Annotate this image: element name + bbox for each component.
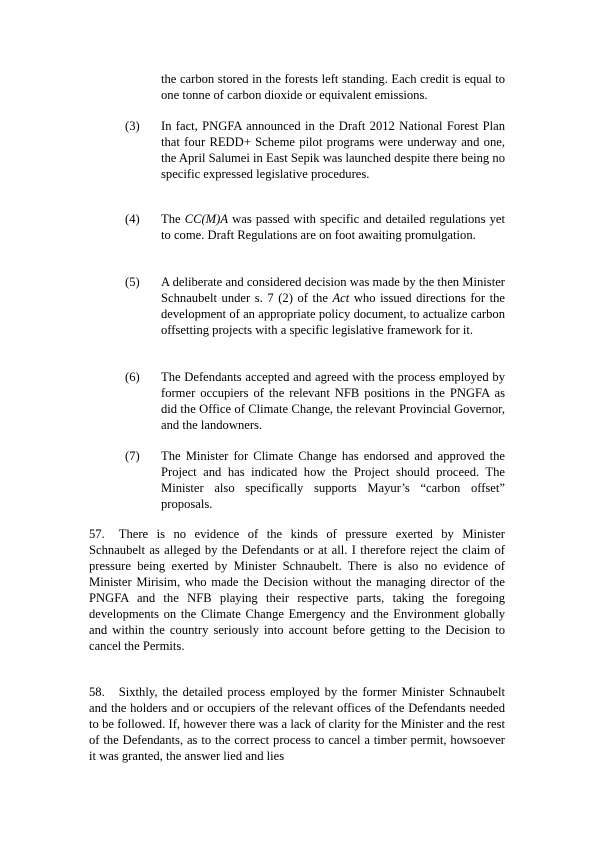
list-item-number: (6) bbox=[125, 370, 140, 384]
list-item-text bbox=[161, 211, 505, 243]
paragraph-number: 57. bbox=[89, 527, 105, 541]
continuation-text: the carbon stored in the forests left standing. Each credit is equal to one tonne of carbon dioxide or equivalent emissions. bbox=[161, 72, 505, 103]
text-segment: A deliberate and considered decision was made by the then Minister Schnaubelt under s. 7 (2) of the bbox=[161, 275, 505, 306]
list-item-number: (5) bbox=[125, 275, 140, 289]
list-item-text: The Minister for Climate Change has endorsed and approved the Project and has indicated how the Project should proceed. The Minister also specifically supports Mayur’s “carbon offset” proposals. bbox=[161, 449, 505, 512]
list-item-number: (7) bbox=[125, 449, 140, 463]
paragraph-number: 58. bbox=[89, 685, 105, 699]
paragraph-57 bbox=[89, 526, 505, 654]
paragraph-text: Sixthly, the detailed process employed by the former Minister Schnaubelt and the holders and or occupiers of the relevant offices of the Defendants needed to be followed. If, however there was a lack of clarity for the Minister and the rest of the Defendants, as to the correct process to cancel a timber permit, howsoever it was granted, the answer lied and lies bbox=[89, 685, 505, 764]
list-item-text bbox=[161, 274, 505, 338]
paragraph-58 bbox=[89, 684, 505, 764]
act-citation: CC(M)A bbox=[184, 212, 229, 226]
list-item-text: The Defendants accepted and agreed with the process employed by former occupiers of the relevant NFB positions in the PNGFA as did the Office of Climate Change, the relevant Provincial Governor, and the landowners. bbox=[161, 370, 505, 433]
text-segment: who issued directions for the development of an appropriate policy document, to actualize carbon offsetting projects with a specific legislative framework for it. bbox=[161, 291, 505, 338]
text-segment: The bbox=[161, 212, 185, 226]
paragraph-text: There is no evidence of the kinds of pressure exerted by Minister Schnaubelt as alleged by the Defendants or at all. I therefore reject the claim of pressure being exerted by Minister Schnaubelt. There is also no evidence of Minister Mirisim, who made the Decision without the managing director of the PNGFA and the NFB playing their respective parts, taking the foregoing developments on the Climate Change Emergency and the Environment globally and within the country seriously into account before getting to the Decision to cancel the Permits. bbox=[89, 527, 505, 654]
list-item-text: In fact, PNGFA announced in the Draft 2012 National Forest Plan that four REDD+ Scheme pilot programs were underway and one, the April Salumei in East Sepik was launched despite there being no specific expressed legislative procedures. bbox=[161, 119, 505, 182]
text-segment: was passed with specific and detailed regulations yet to come. Draft Regulations are on foot awaiting promulgation. bbox=[161, 212, 505, 243]
list-item-number: (3) bbox=[125, 119, 140, 133]
act-citation: Act bbox=[332, 291, 350, 306]
list-item-number: (4) bbox=[125, 212, 140, 226]
